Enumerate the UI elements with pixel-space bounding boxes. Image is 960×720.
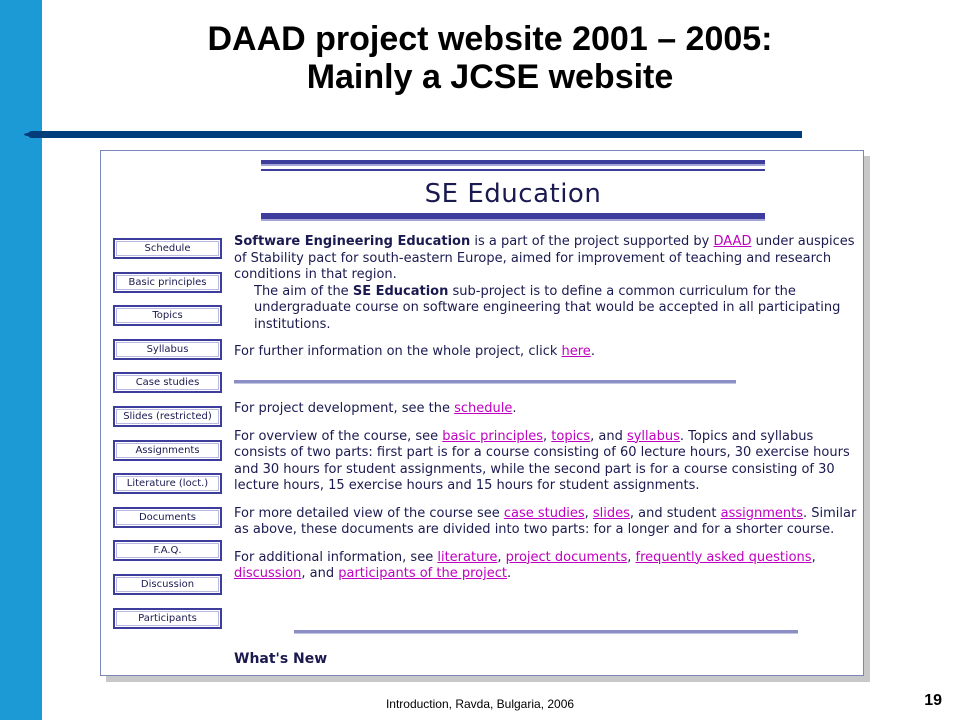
nav-button-syllabus[interactable]: Syllabus <box>113 339 222 360</box>
overview-text-4: . Topics and syllabus consists of two parts: first part is for a course consisting of 60 lecture hours, 30 exercise hours and 30 hours for student assignments, while the second part is for a course consisting of 30 lecture hours, 15 exercise hours and 15 hours for student assignments. <box>234 428 850 493</box>
aim-bold: SE Education <box>352 283 449 299</box>
nav-button-documents[interactable]: Documents <box>113 507 222 528</box>
development-text-1: For project development, see the <box>234 401 455 416</box>
here-link[interactable]: here <box>561 344 591 359</box>
slide-title <box>60 20 920 96</box>
nav-button-discussion[interactable]: Discussion <box>113 574 222 595</box>
content-divider <box>234 380 736 384</box>
further-text-2: . <box>590 344 595 359</box>
assignments-link[interactable]: assignments <box>720 505 803 521</box>
title-underline <box>28 131 802 138</box>
website-screenshot <box>100 150 864 676</box>
schedule-link[interactable]: schedule <box>454 401 513 416</box>
overview-paragraph <box>234 429 860 495</box>
literature-link[interactable]: literature <box>437 549 498 565</box>
site-nav <box>113 238 226 641</box>
whats-new-divider <box>294 630 798 634</box>
aim-text-2: sub-project is to define a common curriculum for the undergraduate course on software engineering that would be accepted in all participating institutions. <box>254 283 841 332</box>
syllabus-link[interactable]: syllabus <box>626 428 680 444</box>
slides-link[interactable]: slides <box>592 505 630 521</box>
additional-text-4: , <box>811 549 816 565</box>
additional-text-2: , <box>497 549 506 565</box>
detailed-text-2: , <box>584 505 593 521</box>
additional-text-3: , <box>627 549 636 565</box>
participants-link[interactable]: participants of the project <box>338 566 507 581</box>
nav-button-slides[interactable]: Slides (restricted) <box>113 406 222 427</box>
intro-paragraph <box>234 234 860 284</box>
daad-link[interactable]: DAAD <box>713 234 752 249</box>
site-content-lower <box>234 401 860 583</box>
development-text-2: . <box>512 401 517 416</box>
slide-title-line-2: Mainly a JCSE website <box>306 58 674 96</box>
overview-text-1: For overview of the course, see <box>234 428 443 444</box>
additional-text-1: For additional information, see <box>234 549 438 565</box>
banner-top-bar <box>261 160 765 166</box>
slide-side-bar <box>0 0 42 720</box>
additional-text-5: , and <box>301 566 339 581</box>
detailed-text-4: . Similar as above, these documents are divided into two parts: for a longer and for a shorter course. <box>234 505 857 537</box>
nav-button-participants[interactable]: Participants <box>113 608 222 629</box>
nav-button-assignments[interactable]: Assignments <box>113 440 222 461</box>
additional-info-paragraph <box>234 550 860 583</box>
site-banner-title: SE Education <box>424 179 602 209</box>
nav-button-faq[interactable]: F.A.Q. <box>113 540 222 561</box>
slide-footer: Introduction, Ravda, Bulgaria, 2006 <box>385 697 575 711</box>
slide-title-line-1: DAAD project website 2001 – 2005: <box>207 20 773 58</box>
nav-button-literature[interactable]: Literature (loct.) <box>113 473 222 494</box>
intro-text-1: is a part of the project supported by <box>470 234 714 249</box>
site-content <box>234 234 860 361</box>
detailed-view-paragraph <box>234 506 860 539</box>
overview-text-3: , and <box>590 428 627 444</box>
discussion-link[interactable]: discussion <box>234 566 302 581</box>
case-studies-link[interactable]: case studies <box>503 505 585 521</box>
intro-bold: Software Engineering Education <box>234 234 471 249</box>
slide-page-number: 19 <box>924 692 942 709</box>
faq-link[interactable]: frequently asked questions <box>635 549 812 565</box>
banner-bottom-bar-2 <box>261 219 765 221</box>
overview-text-2: , <box>543 428 552 444</box>
nav-button-case-studies[interactable]: Case studies <box>113 372 222 393</box>
basic-principles-link[interactable]: basic principles <box>442 428 543 444</box>
whats-new-heading: What's New <box>234 651 328 667</box>
nav-button-topics[interactable]: Topics <box>113 305 222 326</box>
detailed-text-1: For more detailed view of the course see <box>234 505 504 521</box>
aim-paragraph <box>234 284 860 334</box>
development-paragraph <box>234 401 860 418</box>
further-text-1: For further information on the whole project, click <box>234 344 562 359</box>
site-banner <box>261 160 765 221</box>
nav-button-basic-principles[interactable]: Basic principles <box>113 272 222 293</box>
additional-text-6: . <box>506 566 512 581</box>
nav-button-schedule[interactable]: Schedule <box>113 238 222 259</box>
intro-text-2: under auspices of Stability pact for south-eastern Europe, aimed for improvement of teaching and research conditions in that region. <box>234 234 855 282</box>
aim-text-1: The aim of the <box>254 283 353 299</box>
detailed-text-3: , and student <box>629 505 721 521</box>
further-info-paragraph <box>234 344 860 361</box>
topics-link[interactable]: topics <box>551 428 591 444</box>
project-documents-link[interactable]: project documents <box>505 549 628 565</box>
